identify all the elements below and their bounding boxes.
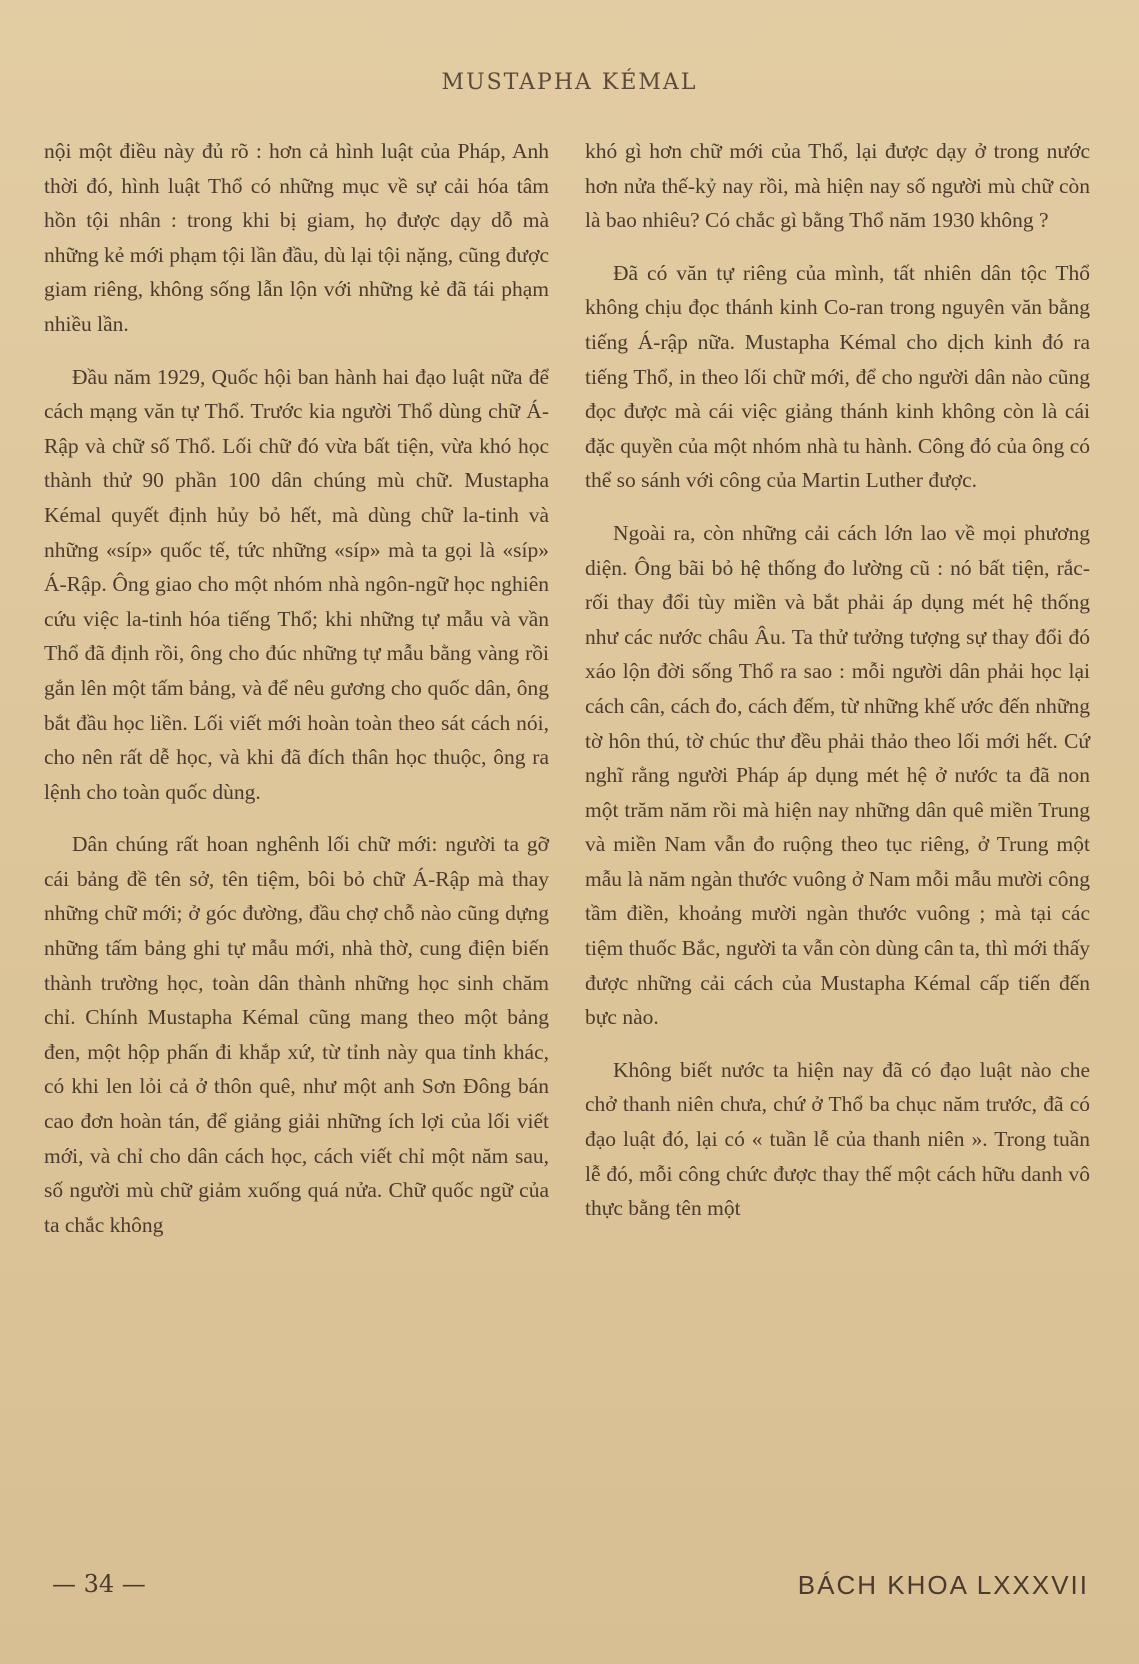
paragraph: Ngoài ra, còn những cải cách lớn lao về mọi phương diện. Ông bãi bỏ hệ thống đo lường cũ : nó bất tiện, rắc-rối thay đổi tùy miền và bắt phải áp dụng mét hệ thống như các nước châu Âu. Ta thử tưởng tượng sự thay đổi đó xáo lộn đời sống Thổ ra sao : mỗi người dân phải học lại cách cân, cách đo, cách đếm, từ những khế ước đến những tờ hôn thú, tờ chúc thư đều phải thảo theo lối mới hết. Cứ nghĩ rằng người Pháp áp dụng mét hệ ở nước ta đã non một trăm năm rồi mà hiện nay những dân quê miền Trung và miền Nam vẫn đo ruộng theo tục riêng, ở Trung một mẫu là năm ngàn thước vuông ở Nam mỗi mẫu mười công tầm điền, khoảng mười ngàn thước vuông ; mà tại các tiệm thuốc Bắc, người ta vẫn còn dùng cân ta, thì mới thấy được những cải cách của Mustapha Kémal cấp tiến đến bực nào. bbox=[585, 520, 1090, 1030]
paragraph: Dân chúng rất hoan nghênh lối chữ mới: người ta gỡ cái bảng đề tên sở, tên tiệm, bôi bỏ chữ Á-Rập mà thay những chữ mới; ở góc đường, đầu chợ chỗ nào cũng dựng những tấm bảng ghi tự mẫu mới, nhà thờ, cung điện biến thành trường học, toàn dân thành những học sinh chăm chỉ. Chính Mustapha Kémal cũng mang theo một bảng đen, một hộp phấn đi khắp xứ, từ tỉnh này qua tỉnh khác, có khi len lỏi cả ở thôn quê, như một anh Sơn Đông bán cao đơn hoàn tán, để giảng giải những ích lợi của lối viết mới, và chỉ cho dân cách học, cách viết chỉ một năm sau, số người mù chữ giảm xuống quá nửa. Chữ quốc ngữ của ta chắc không bbox=[44, 832, 549, 1237]
paragraph: Đã có văn tự riêng của mình, tất nhiên dân tộc Thổ không chịu đọc thánh kinh Co-ran trong nguyên văn bằng tiếng Á-rập nữa. Mustapha Kémal cho dịch kinh đó ra tiếng Thổ, in theo lối chữ mới, để cho người dân nào cũng đọc được mà cái việc giảng thánh kinh không còn là cái đặc quyền của một nhóm nhà tu hành. Công đó của ông có thể so sánh với công của Martin Luther được. bbox=[585, 260, 1090, 493]
paragraph: khó gì hơn chữ mới của Thổ, lại được dạy ở trong nước hơn nửa thế-kỷ nay rồi, mà hiện nay số người mù chữ còn là bao nhiêu? Có chắc gì bằng Thổ năm 1930 không ? bbox=[585, 139, 1090, 233]
page-footer bbox=[0, 1570, 1139, 1610]
paragraph: Không biết nước ta hiện nay đã có đạo luật nào che chở thanh niên chưa, chứ ở Thổ ba chục năm trước, đã có đạo luật đó, lại có « tuần lễ của thanh niên ». Trong tuần lễ đó, mỗi công chức được thay thế một cách hữu danh vô thực bằng tên một bbox=[585, 1057, 1090, 1221]
left-column bbox=[44, 134, 549, 1260]
journal-title: BÁCH KHOA LXXXVII bbox=[797, 1570, 1089, 1600]
paragraph: nội một điều này đủ rõ : hơn cả hình luật của Pháp, Anh thời đó, hình luật Thổ có những mục về sự cải hóa tâm hồn tội nhân : trong khi bị giam, họ được dạy dỗ mà những kẻ mới phạm tội lần đầu, dù lại tội nặng, cũng được giam riêng, không sống lẫn lộn với những kẻ đã tái phạm nhiều lần. bbox=[44, 139, 549, 336]
paragraph: Đầu năm 1929, Quốc hội ban hành hai đạo luật nữa để cách mạng văn tự Thổ. Trước kia người Thổ dùng chữ Á-Rập và chữ số Thổ. Lối chữ đó vừa bất tiện, vừa khó học thành thử 90 phần 100 dân chúng mù chữ. Mustapha Kémal quyết định hủy bỏ hết, mà dùng chữ la-tinh và những «síp» quốc tế, tức những «síp» mà ta gọi là «síp» Á-Rập. Ông giao cho một nhóm nhà ngôn-ngữ học nghiên cứu việc la-tinh hóa tiếng Thổ; khi những tự mẫu và vần Thổ đã định rồi, ông cho đúc những tự mẫu bằng vàng rồi gắn lên một tấm bảng, và để nêu gương cho quốc dân, ông bắt đầu học liền. Lối viết mới hoàn toàn theo sát cách nói, cho nên rất dễ học, và khi đã đích thân học thuộc, ông ra lệnh cho toàn quốc dùng. bbox=[44, 364, 549, 804]
right-column bbox=[585, 134, 1090, 1244]
page-number: — 34 — bbox=[52, 1570, 146, 1598]
running-title: MUSTAPHA KÉMAL bbox=[441, 70, 698, 95]
